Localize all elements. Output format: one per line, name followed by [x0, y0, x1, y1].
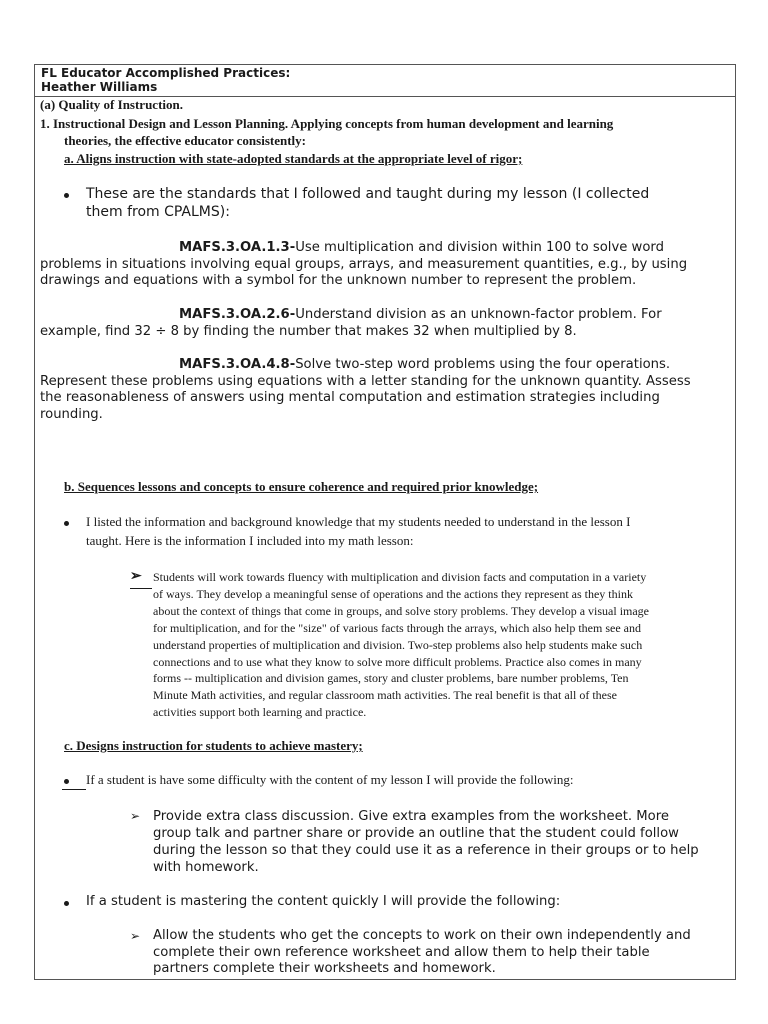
section-c-sub1: [153, 808, 699, 876]
section-c-bullet2: If a student is mastering the content quickly I will provide the following:: [86, 894, 561, 909]
standard-text: drawings and equations with a symbol for the unknown number to represent the problem.: [40, 273, 637, 288]
paragraph-line: of ways. They develop a meaningful sense of operations and the actions they represent as they think: [153, 586, 633, 601]
standard-code: MAFS.3.OA.4.8-: [179, 357, 296, 372]
paragraph-line: with homework.: [153, 860, 259, 875]
bullet-icon: [64, 901, 69, 906]
standard-text: rounding.: [40, 406, 103, 422]
section-b-bullet-line1: I listed the information and background knowledge that my students needed to understand in the lesson I: [86, 514, 631, 529]
paragraph-line: Minute Math activities, and regular classroom math activities. The real benefit is that all of these: [153, 688, 617, 703]
standard-text: the reasonableness of answers using mental computation and estimation strategies including: [40, 390, 660, 405]
section-a-subheading: a. Aligns instruction with state-adopted standards at the appropriate level of rigor;: [64, 151, 523, 166]
paragraph-line: forms -- multiplication and division games, story and cluster problems, bare number problems, Ten: [153, 671, 629, 686]
section-c-bullet1: If a student is have some difficulty with the content of my lesson I will provide the following:: [86, 772, 574, 787]
paragraph-line: Provide extra class discussion. Give extra examples from the worksheet. More: [153, 809, 669, 824]
arrow-bullet-icon: ➢: [130, 809, 141, 823]
section-c-heading: c. Designs instruction for students to achieve mastery;: [64, 738, 363, 753]
standard-text: Use multiplication and division within 100 to solve word: [295, 240, 664, 255]
paragraph-line: partners complete their worksheets and homework.: [153, 961, 496, 976]
arrow-bullet-icon: ➢: [130, 569, 142, 584]
paragraph-line: for multiplication, and for the "size" of various facts through the arrays, which also help them see and: [153, 620, 641, 635]
section-c-sub2: [153, 928, 691, 978]
paragraph-line: Allow the students who get the concepts to work on their own independently and: [153, 928, 691, 943]
paragraph-line: complete their own reference worksheet and allow them to help their table: [153, 944, 650, 960]
standard-3: [40, 357, 691, 423]
standard-text: example, find 32 ÷ 8 by finding the number that makes 32 when multiplied by 8.: [40, 323, 577, 339]
paragraph-line: group talk and partner share or provide an outline that the student could follow: [153, 826, 679, 841]
header-title: FL Educator Accomplished Practices:: [41, 66, 291, 80]
standard-text: problems in situations involving equal groups, arrays, and measurement quantities, e.g., by using: [40, 256, 688, 272]
paragraph-line: understand properties of multiplication and division. Two-step problems also help students make such: [153, 637, 643, 652]
standard-2: [40, 307, 662, 340]
section-a-item-line2: theories, the effective educator consistently:: [64, 133, 306, 148]
header-box: [35, 65, 735, 97]
section-b-bullet-line2: taught. Here is the information I included into my math lesson:: [86, 533, 414, 548]
paragraph-line: about the context of things that come in groups, and solve story problems. They develop a visual image: [153, 603, 650, 618]
standard-text: Represent these problems using equations with a letter standing for the unknown quantity. Assess: [40, 373, 691, 389]
bullet-icon: [64, 521, 69, 526]
standard-text: Understand division as an unknown-factor problem. For: [295, 307, 662, 322]
section-a-heading: (a) Quality of Instruction.: [40, 97, 183, 112]
underline-decoration: [130, 588, 152, 589]
header-name: Heather Williams: [41, 80, 158, 94]
paragraph-line: Students will work towards fluency with multiplication and division facts and computation in a variety: [153, 570, 647, 584]
paragraph-line: connections and to use what they know to solve more difficult problems. Practice also comes in many: [153, 654, 642, 669]
standard-text: Solve two-step word problems using the four operations.: [295, 357, 671, 372]
section-a-item-line1: 1. Instructional Design and Lesson Planning. Applying concepts from human development and learning: [40, 116, 614, 131]
standard-code: MAFS.3.OA.2.6-: [179, 307, 296, 322]
paragraph-line: activities support both learning and practice.: [153, 705, 367, 720]
bullet-icon: [64, 779, 69, 784]
paragraph-line: during the lesson so that they could use it as a reference in their groups or to help: [153, 843, 699, 858]
section-b-paragraph: [153, 569, 649, 721]
section-a-bullet-line2: them from CPALMS):: [86, 204, 230, 220]
standard-code: MAFS.3.OA.1.3-: [179, 240, 296, 255]
section-a-bullet-line1: These are the standards that I followed and taught during my lesson (I collected: [86, 186, 650, 202]
section-b-heading: b. Sequences lessons and concepts to ensure coherence and required prior knowledge;: [64, 479, 539, 494]
standard-1: [40, 240, 687, 290]
bullet-icon: [64, 193, 69, 198]
arrow-bullet-icon: ➢: [130, 929, 141, 943]
underline-decoration: [62, 789, 86, 790]
